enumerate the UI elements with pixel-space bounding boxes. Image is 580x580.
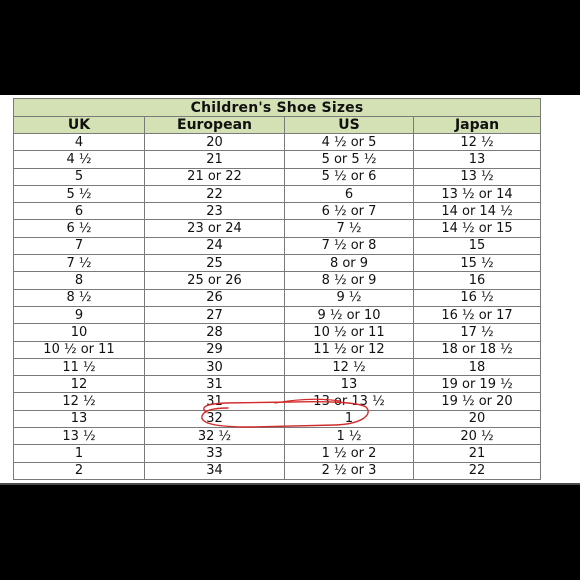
cell-european: 29 <box>145 341 285 358</box>
cell-us: 7 ½ <box>285 220 414 237</box>
table-row <box>14 324 541 341</box>
table-row <box>14 428 541 445</box>
cell-european: 24 <box>145 237 285 254</box>
cell-european: 33 <box>145 445 285 462</box>
table-row <box>14 168 541 185</box>
cell-us: 1 ½ <box>285 428 414 445</box>
cell-european: 22 <box>145 185 285 202</box>
cell-us: 6 <box>285 185 414 202</box>
cell-uk: 10 <box>14 324 145 341</box>
cell-european: 25 or 26 <box>145 272 285 289</box>
cell-uk: 12 <box>14 376 145 393</box>
header-uk: UK <box>14 117 145 134</box>
cell-japan: 14 or 14 ½ <box>414 203 541 220</box>
table-row <box>14 134 541 151</box>
cell-us: 12 ½ <box>285 358 414 375</box>
cell-uk: 6 ½ <box>14 220 145 237</box>
cell-uk: 13 <box>14 410 145 427</box>
cell-european: 28 <box>145 324 285 341</box>
cell-us: 9 ½ or 10 <box>285 306 414 323</box>
cell-japan: 13 ½ or 14 <box>414 185 541 202</box>
table-title: Children's Shoe Sizes <box>14 99 541 117</box>
table-row <box>14 358 541 375</box>
cell-us: 8 ½ or 9 <box>285 272 414 289</box>
cell-japan: 17 ½ <box>414 324 541 341</box>
cell-uk: 5 <box>14 168 145 185</box>
header-us: US <box>285 117 414 134</box>
cell-uk: 9 <box>14 306 145 323</box>
cell-european: 34 <box>145 462 285 479</box>
cell-us: 13 <box>285 376 414 393</box>
table-row <box>14 376 541 393</box>
cell-japan: 13 <box>414 151 541 168</box>
cell-us: 7 ½ or 8 <box>285 237 414 254</box>
cell-european: 32 ½ <box>145 428 285 445</box>
table-row <box>14 185 541 202</box>
table-row <box>14 272 541 289</box>
cell-japan: 15 ½ <box>414 255 541 272</box>
cell-japan: 15 <box>414 237 541 254</box>
cell-uk: 6 <box>14 203 145 220</box>
cell-japan: 19 or 19 ½ <box>414 376 541 393</box>
cell-japan: 20 ½ <box>414 428 541 445</box>
cell-us: 8 or 9 <box>285 255 414 272</box>
cell-us: 13 or 13 ½ <box>285 393 414 410</box>
cell-european: 30 <box>145 358 285 375</box>
cell-japan: 19 ½ or 20 <box>414 393 541 410</box>
cell-uk: 12 ½ <box>14 393 145 410</box>
cell-uk: 5 ½ <box>14 185 145 202</box>
table-row <box>14 289 541 306</box>
cell-european: 31 <box>145 393 285 410</box>
cell-uk: 8 ½ <box>14 289 145 306</box>
cell-japan: 18 or 18 ½ <box>414 341 541 358</box>
table-row <box>14 341 541 358</box>
cell-uk: 10 ½ or 11 <box>14 341 145 358</box>
cell-us: 2 ½ or 3 <box>285 462 414 479</box>
cell-uk: 4 <box>14 134 145 151</box>
table-row <box>14 220 541 237</box>
cell-japan: 12 ½ <box>414 134 541 151</box>
cell-us: 10 ½ or 11 <box>285 324 414 341</box>
cell-uk: 4 ½ <box>14 151 145 168</box>
table-row <box>14 255 541 272</box>
header-european: European <box>145 117 285 134</box>
cell-japan: 21 <box>414 445 541 462</box>
table-row <box>14 445 541 462</box>
cell-uk: 8 <box>14 272 145 289</box>
header-japan: Japan <box>414 117 541 134</box>
cell-us: 5 ½ or 6 <box>285 168 414 185</box>
cell-japan: 14 ½ or 15 <box>414 220 541 237</box>
table-body <box>14 134 541 480</box>
shoe-size-table <box>13 98 541 480</box>
table-row <box>14 306 541 323</box>
cell-european: 31 <box>145 376 285 393</box>
table-row <box>14 237 541 254</box>
table-row <box>14 410 541 427</box>
cell-us: 1 <box>285 410 414 427</box>
table-row <box>14 462 541 479</box>
cell-us: 5 or 5 ½ <box>285 151 414 168</box>
cell-us: 1 ½ or 2 <box>285 445 414 462</box>
cell-japan: 20 <box>414 410 541 427</box>
cell-japan: 16 ½ or 17 <box>414 306 541 323</box>
cell-japan: 16 ½ <box>414 289 541 306</box>
cell-us: 11 ½ or 12 <box>285 341 414 358</box>
cell-uk: 7 ½ <box>14 255 145 272</box>
cell-us: 9 ½ <box>285 289 414 306</box>
cell-uk: 1 <box>14 445 145 462</box>
cell-japan: 18 <box>414 358 541 375</box>
table-row <box>14 203 541 220</box>
cell-japan: 13 ½ <box>414 168 541 185</box>
cell-european: 21 or 22 <box>145 168 285 185</box>
cell-european: 32 <box>145 410 285 427</box>
paper-edge-line <box>0 483 580 485</box>
cell-uk: 13 ½ <box>14 428 145 445</box>
cell-european: 20 <box>145 134 285 151</box>
cell-us: 6 ½ or 7 <box>285 203 414 220</box>
cell-european: 27 <box>145 306 285 323</box>
cell-us: 4 ½ or 5 <box>285 134 414 151</box>
cell-european: 23 <box>145 203 285 220</box>
cell-european: 23 or 24 <box>145 220 285 237</box>
cell-uk: 2 <box>14 462 145 479</box>
table-row <box>14 151 541 168</box>
cell-japan: 22 <box>414 462 541 479</box>
cell-japan: 16 <box>414 272 541 289</box>
cell-uk: 7 <box>14 237 145 254</box>
cell-european: 25 <box>145 255 285 272</box>
table-row <box>14 393 541 410</box>
cell-european: 21 <box>145 151 285 168</box>
cell-uk: 11 ½ <box>14 358 145 375</box>
cell-european: 26 <box>145 289 285 306</box>
